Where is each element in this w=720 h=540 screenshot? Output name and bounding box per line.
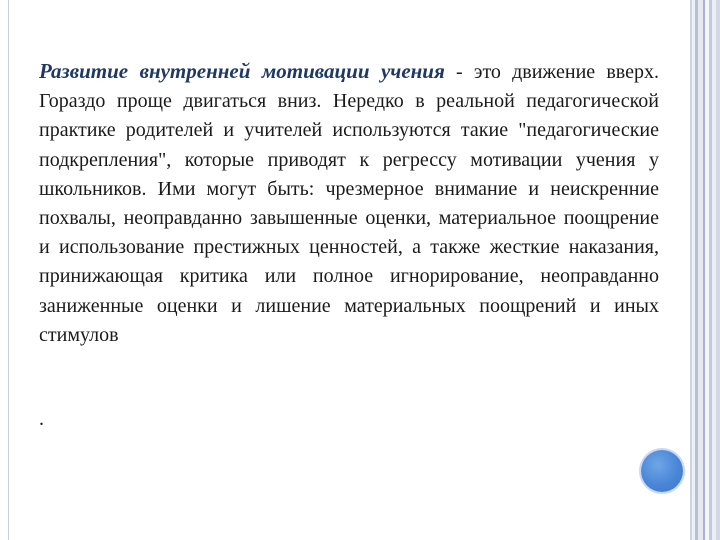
slide-heading: Развитие внутренней мотивации учения — [39, 59, 445, 83]
trailing-mark: . — [39, 408, 44, 430]
slide-body: - это движение вверх. Гораздо проще двигаться вниз. Нередко в реальной педагогической практике родителей и учителей используются такие "педагогические подкрепления", которые приводят к регрессу мотивации учения у школьников. Ими могут быть: чрезмерное внимание и неискренние похвалы, неоправданно завышенные оценки, материальное поощрение и использование престижных ценностей, а также жесткие наказания, принижающая критика или полное игнорирование, неоправданно заниженные оценки и лишение материальных поощрений и иных стимулов — [39, 61, 659, 346]
nav-circle-button[interactable] — [641, 450, 683, 492]
slide-text — [39, 57, 659, 350]
decorative-stripe-band — [686, 0, 720, 540]
frame-left-line — [8, 0, 9, 540]
